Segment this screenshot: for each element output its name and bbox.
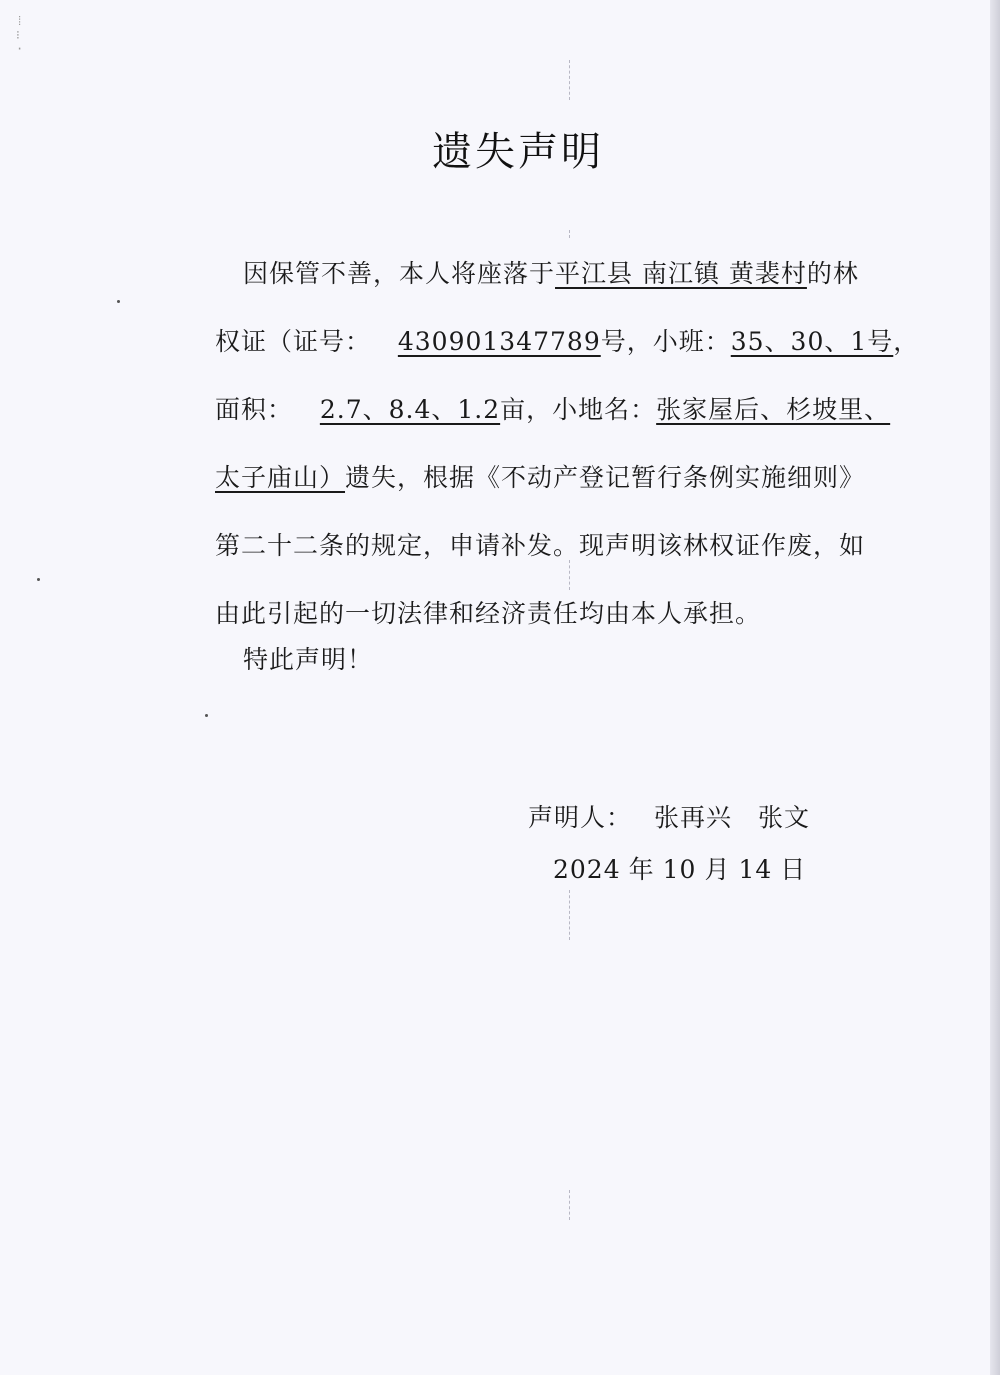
text-segment: ，	[893, 327, 920, 356]
fold-mark	[569, 890, 570, 940]
fold-mark	[569, 1190, 570, 1220]
date-month: 10	[662, 855, 697, 884]
signature-label: 声明人：	[528, 803, 633, 832]
scan-speck	[205, 714, 208, 717]
scan-speck	[117, 300, 120, 303]
paragraph-line	[215, 376, 891, 444]
area-field: 2.7、8.4、1.2	[319, 395, 501, 424]
location-field: 平江县 南江镇 黄裴村	[555, 259, 807, 288]
scan-edge	[990, 0, 1000, 1375]
fold-mark	[569, 230, 570, 238]
date-unit: 日	[780, 855, 807, 884]
scan-speck	[37, 578, 40, 581]
signature-block	[528, 798, 810, 834]
statement-date	[553, 850, 814, 886]
paragraph-line	[215, 444, 870, 512]
place-names-field: 太子庙山）	[215, 463, 346, 492]
text-segment: 遗失，根据《不动产登记暂行条例实施细则》	[345, 463, 866, 492]
statement-paragraph	[215, 240, 920, 648]
text-segment: 亩，小地名：	[500, 395, 657, 424]
date-unit: 年	[628, 855, 655, 884]
date-day: 14	[738, 855, 773, 884]
fold-mark	[569, 60, 570, 100]
paragraph-line	[215, 308, 920, 376]
closing-statement: 特此声明！	[243, 645, 374, 674]
date-unit: 月	[704, 855, 731, 884]
paragraph-line: 第二十二条的规定，申请补发。现声明该林权证作废，如	[215, 531, 866, 560]
text-segment: 因保管不善，本人将座落于	[243, 259, 556, 288]
date-year: 2024	[553, 855, 621, 884]
signer-name: 张再兴	[654, 803, 733, 832]
text-segment: 权证（证号：	[215, 327, 372, 356]
page-title: 遗失声明	[432, 129, 604, 175]
signer-name: 张文	[758, 803, 811, 832]
certificate-number-field: 430901347789	[397, 327, 601, 356]
text-segment: 的林	[806, 259, 859, 288]
paragraph-line: 由此引起的一切法律和经济责任均由本人承担。	[215, 599, 762, 628]
place-names-field: 张家屋后、杉坡里、	[656, 395, 891, 424]
text-segment: 号，小班：	[600, 327, 731, 356]
plot-numbers-field: 35、30、1号	[730, 327, 894, 356]
paragraph-line	[215, 240, 870, 308]
corner-scan-mark: ⁞ ⁝ ·	[16, 14, 24, 56]
text-segment: 面积：	[215, 395, 294, 424]
